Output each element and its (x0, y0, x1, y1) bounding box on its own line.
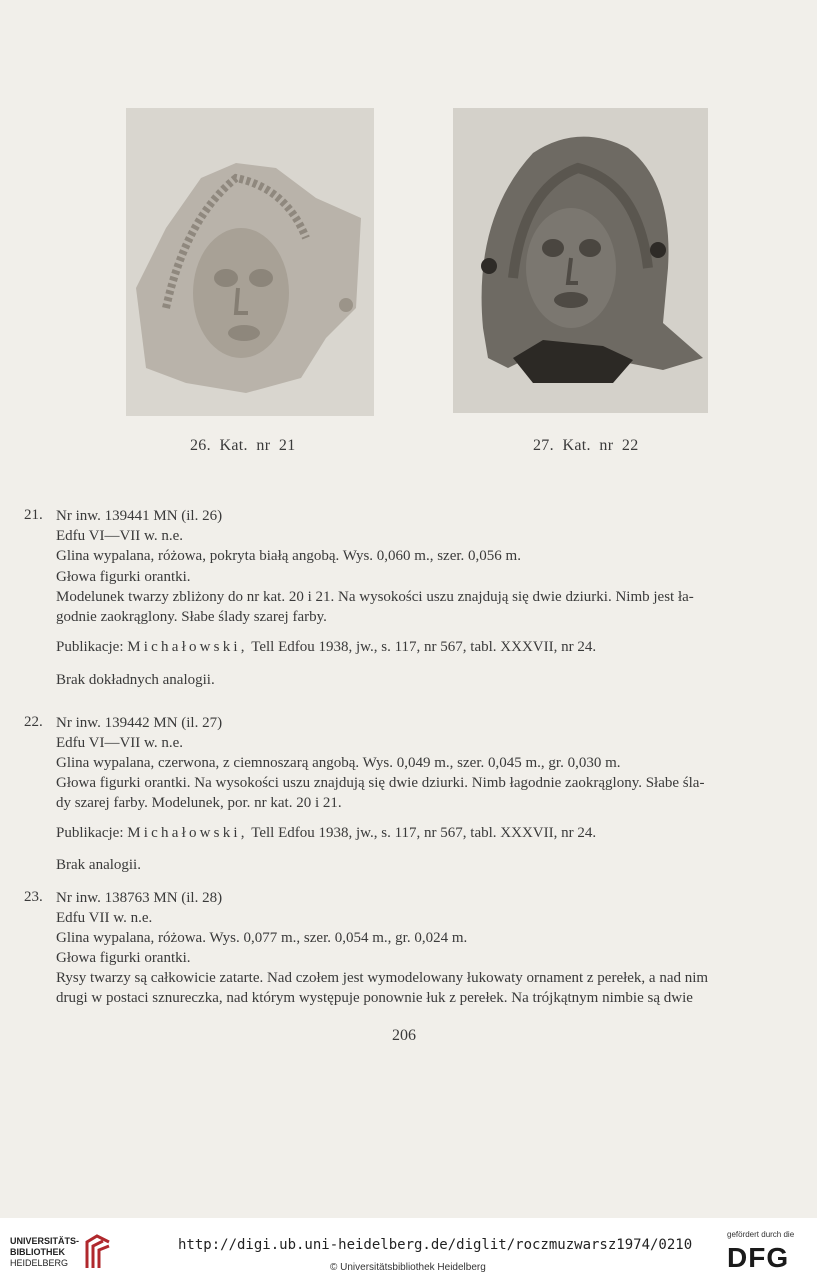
entry-line: Glina wypalana, różowa, pokryta białą angobą. Wys. 0,060 m., szer. 0,056 m. (56, 548, 521, 564)
publication-author: Michałowski, (127, 639, 248, 655)
figure-26-caption: 26. Kat. nr 21 (190, 437, 296, 454)
entry-line: Glina wypalana, czerwona, z ciemnoszarą angobą. Wys. 0,049 m., szer. 0,045 m., gr. 0,030 m. (56, 755, 621, 771)
entry-line: Glina wypalana, różowa. Wys. 0,077 m., szer. 0,054 m., gr. 0,024 m. (56, 930, 468, 946)
entry-line: Rysy twarzy są całkowicie zatarte. Nad czołem jest wymodelowany łukowaty ornament z perełek, a nad nim (56, 970, 709, 986)
entry-line: Modelunek twarzy zbliżony do nr kat. 20 i 21. Na wysokości uszu znajdują się dwie dziurki. Nimb jest ła- (56, 589, 694, 605)
page-url-link[interactable]: http://digi.ub.uni-heidelberg.de/diglit/roczmuzwarsz1974/0210 (178, 1237, 693, 1253)
entry-number: 22. (24, 714, 43, 730)
figure-27-photo (453, 108, 708, 413)
entry-line: Edfu VI—VII w. n.e. (56, 735, 184, 751)
library-name (10, 1236, 79, 1269)
library-name-line: UNIVERSITÄTS- (10, 1236, 80, 1246)
figure-27-caption: 27. Kat. nr 22 (533, 437, 639, 454)
entry-number: 23. (24, 889, 43, 905)
entry-line: drugi w postaci sznureczka, nad którym występuje ponownie łuk z perełek. Na trójkątnym nimbie są dwie (56, 990, 693, 1006)
entry-line: dy szarej farby. Modelunek, por. nr kat. 20 i 21. (56, 795, 342, 811)
library-name-line: HEIDELBERG (10, 1258, 69, 1268)
dfg-logo: DFG (727, 1242, 790, 1273)
library-logo-icon (83, 1232, 113, 1270)
entry-line: Nr inw. 138763 MN (il. 28) (56, 890, 223, 906)
entry-number: 21. (24, 507, 43, 523)
entry-line: Głowa figurki orantki. (56, 569, 191, 585)
entry-line: Głowa figurki orantki. Na wysokości uszu znajdują się dwie dziurki. Nimb łagodnie zaokrąglony. Słabe śla- (56, 775, 705, 791)
publication-author: Michałowski, (127, 825, 248, 841)
publication-reference: Tell Edfou 1938, jw., s. 117, nr 567, tabl. XXXVII, nr 24. (251, 825, 597, 841)
library-name-line: BIBLIOTHEK (10, 1247, 65, 1257)
figure-26-photo (126, 108, 374, 416)
analogy-line: Brak dokładnych analogii. (56, 672, 215, 688)
entry-line: Nr inw. 139442 MN (il. 27) (56, 715, 223, 731)
publication-label: Publikacje: (56, 639, 124, 655)
analogy-line: Brak analogii. (56, 857, 141, 873)
funder-note: gefördert durch die (727, 1230, 795, 1239)
publication-line (56, 823, 596, 843)
entry-line: Edfu VI—VII w. n.e. (56, 528, 184, 544)
entry-line: Nr inw. 139441 MN (il. 26) (56, 508, 223, 524)
entry-line: godnie zaokrąglony. Słabe ślady szarej farby. (56, 609, 327, 625)
entry-line: Głowa figurki orantki. (56, 950, 191, 966)
digitization-footer (0, 1218, 817, 1283)
entry-line: Edfu VII w. n.e. (56, 910, 153, 926)
copyright-notice: © Universitätsbibliothek Heidelberg (330, 1262, 486, 1273)
publication-line (56, 637, 596, 657)
page-number: 206 (392, 1027, 416, 1044)
publication-reference: Tell Edfou 1938, jw., s. 117, nr 567, tabl. XXXVII, nr 24. (251, 639, 597, 655)
publication-label: Publikacje: (56, 825, 124, 841)
